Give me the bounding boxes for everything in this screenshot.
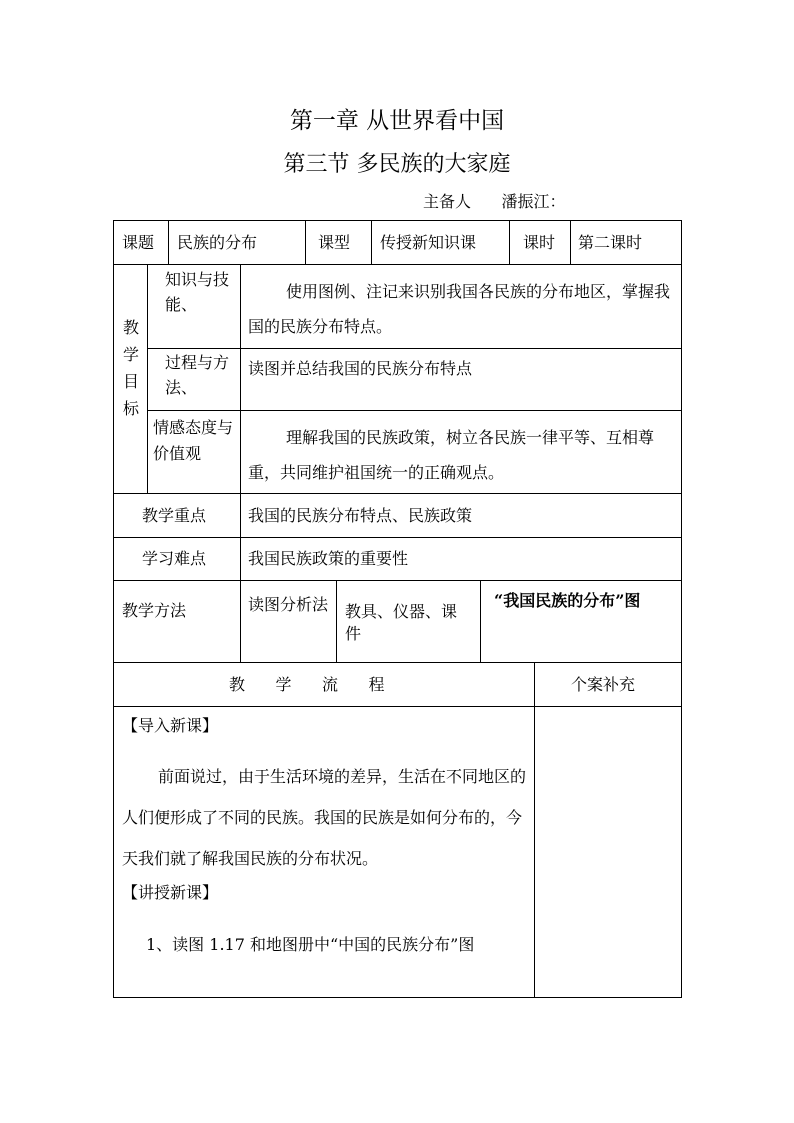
type-label: 课型 <box>318 233 351 252</box>
teach-text: 1、读图 1.17 和地图册中“中国的民族分布”图 <box>146 935 475 954</box>
difficulty-text: 我国民族政策的重要性 <box>248 549 409 568</box>
process-label: 过程与方法、 <box>165 353 230 397</box>
knowledge-label: 知识与技能、 <box>165 270 230 314</box>
topic-value: 民族的分布 <box>177 233 258 252</box>
emotion-text: 理解我国的民族政策，树立各民族一律平等、互相尊重，共同维护祖国统一的正确观点。 <box>248 428 655 482</box>
teach-heading: 【讲授新课】 <box>122 883 219 902</box>
flow-header: 教 学 流 程 <box>229 675 385 694</box>
process-text: 读图并总结我国的民族分布特点 <box>248 359 473 378</box>
supplement-header: 个案补充 <box>571 675 636 694</box>
method-value: 读图分析法 <box>248 595 329 614</box>
author-line: 主备人 潘振江： <box>423 192 566 211</box>
tools-label: 教具、仪器、课件 <box>345 602 458 643</box>
type-value: 传授新知识课 <box>380 233 477 252</box>
difficulty-label: 学习难点 <box>142 549 207 568</box>
period-value: 第二课时 <box>578 233 643 252</box>
emotion-label: 情感态度与价值观 <box>153 418 234 463</box>
intro-heading: 【导入新课】 <box>122 716 219 735</box>
method-label: 教学方法 <box>122 601 187 620</box>
period-label: 课时 <box>523 233 556 252</box>
chapter-title: 第一章 从世界看中国 <box>289 108 505 134</box>
objectives-label: 教 学 目 标 <box>122 318 139 418</box>
focus-text: 我国的民族分布特点、民族政策 <box>248 506 473 525</box>
tools-value: “我国民族的分布”图 <box>494 591 641 610</box>
knowledge-text: 使用图例、注记来识别我国各民族的分布地区，掌握我国的民族分布特点。 <box>248 282 671 336</box>
intro-text: 前面说过，由于生活环境的差异，生活在不同地区的人们便形成了不同的民族。我国的民族是如何分布的，今天我们就了解我国民族的分布状况。 <box>122 767 527 868</box>
focus-label: 教学重点 <box>142 506 207 525</box>
topic-label: 课题 <box>122 233 155 252</box>
section-title: 第三节 多民族的大家庭 <box>283 152 511 177</box>
